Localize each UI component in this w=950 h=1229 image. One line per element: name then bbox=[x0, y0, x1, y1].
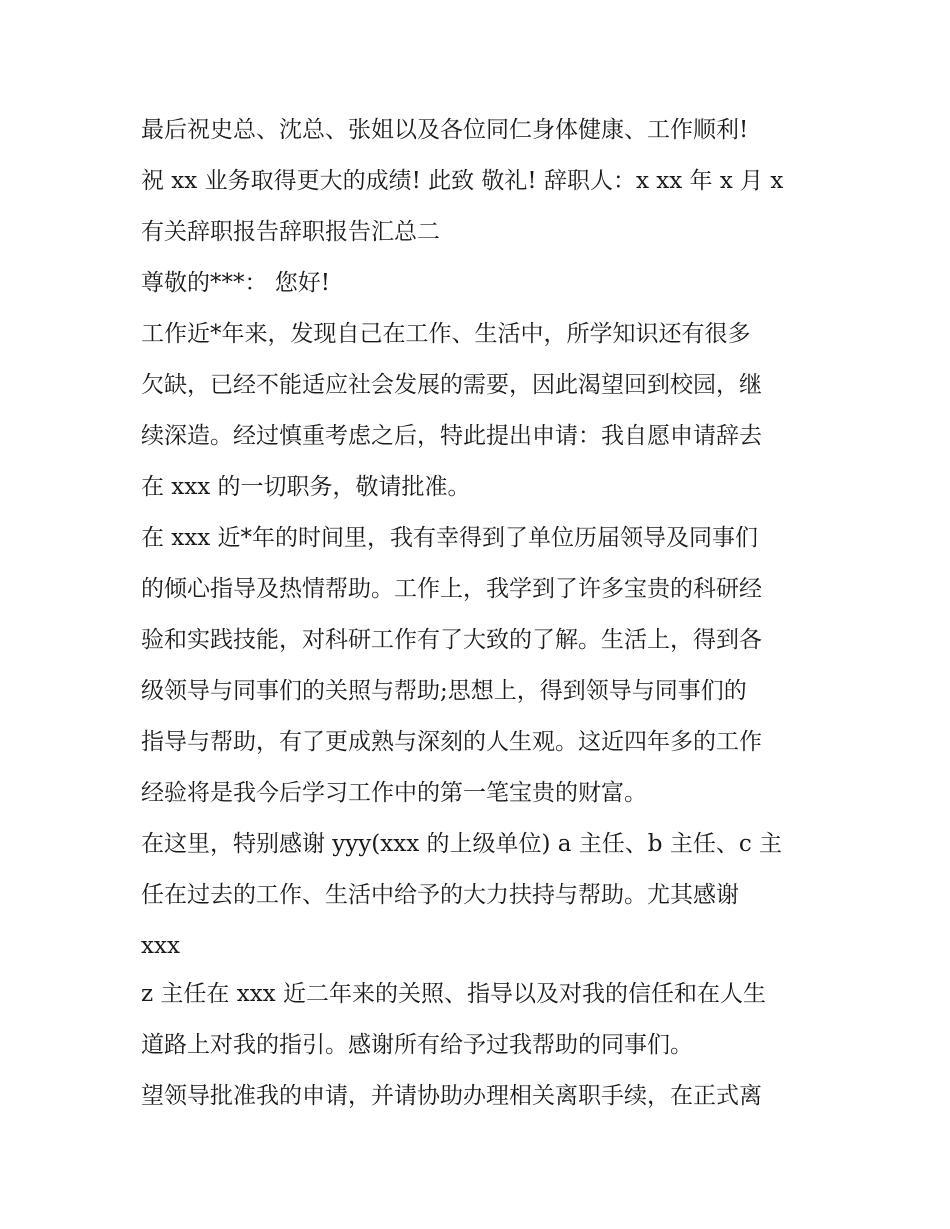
text-line: z 主任在 xxx 近二年来的关照、指导以及对我的信任和在人生 bbox=[141, 981, 766, 1007]
text-line: 在这里，特别感谢 yyy(xxx 的上级单位) a 主任、b 主任、c 主 bbox=[141, 831, 783, 857]
text-line: 最后祝史总、沈总、张姐以及各位同仁身体健康、工作顺利! bbox=[141, 117, 749, 143]
text-line: 在 xxx 近*年的时间里，我有幸得到了单位历届领导及同事们 bbox=[141, 525, 759, 551]
text-line: xxx bbox=[141, 933, 180, 959]
text-line: 望领导批准我的申请，并请协助办理相关离职手续，在正式离 bbox=[141, 1083, 762, 1109]
text-line: 工作近*年来，发现自己在工作、生活中，所学知识还有很多 bbox=[141, 321, 751, 347]
section-heading: 有关辞职报告辞职报告汇总二 bbox=[141, 219, 440, 245]
text-line: 任在过去的工作、生活中给予的大力扶持与帮助。尤其感谢 bbox=[141, 882, 739, 908]
text-line: 续深造。经过慎重考虑之后，特此提出申请：我自愿申请辞去 bbox=[141, 423, 762, 449]
text-line: 道路上对我的指引。感谢所有给予过我帮助的同事们。 bbox=[141, 1032, 693, 1058]
text-line: 级领导与同事们的关照与帮助;思想上，得到领导与同事们的 bbox=[141, 678, 747, 704]
text-line: 指导与帮助，有了更成熟与深刻的人生观。这近四年多的工作 bbox=[141, 729, 762, 755]
document-body bbox=[141, 108, 821, 1125]
text-line: 在 xxx 的一切职务，敬请批准。 bbox=[141, 474, 471, 500]
text-line: 的倾心指导及热情帮助。工作上，我学到了许多宝贵的科研经 bbox=[141, 576, 762, 602]
text-line: 验和实践技能，对科研工作有了大致的了解。生活上，得到各 bbox=[141, 627, 762, 653]
salutation: 尊敬的***： 您好! bbox=[141, 270, 331, 296]
text-line: 欠缺，已经不能适应社会发展的需要，因此渴望回到校园，继 bbox=[141, 372, 762, 398]
text-line: 祝 xx 业务取得更大的成绩! 此致 敬礼! 辞职人：x xx 年 x 月 x bbox=[141, 168, 784, 194]
text-line: 经验将是我今后学习工作中的第一笔宝贵的财富。 bbox=[141, 780, 647, 806]
